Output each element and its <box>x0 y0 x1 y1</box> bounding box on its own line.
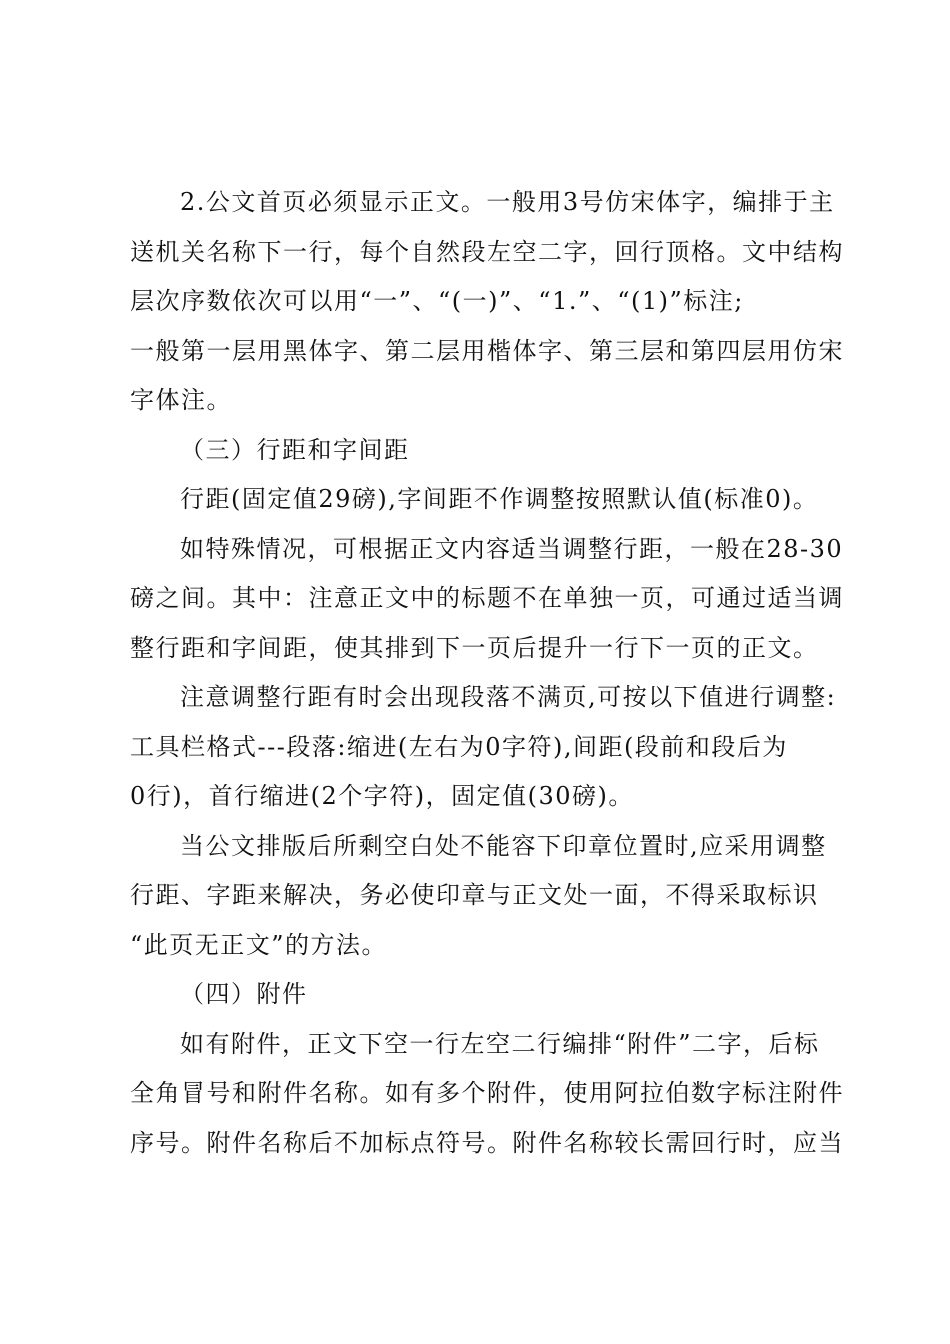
text-line: 字体注。 <box>130 386 232 414</box>
text-line: 工具栏格式---段落:缩进(左右为0字符),间距(段前和段后为 <box>130 732 788 761</box>
text-line: 行距、字距来解决，务必使印章与正文处一面，不得采取标识 <box>130 881 819 909</box>
paragraph-main-text <box>130 178 844 426</box>
section-heading-spacing <box>130 426 832 476</box>
paragraph-special-cases <box>130 525 844 674</box>
heading-line: （四）附件 <box>180 980 308 1008</box>
paragraph-adjust-settings <box>130 673 837 822</box>
text-line: 注意调整行距有时会出现段落不满页,可按以下值进行调整: <box>180 683 837 711</box>
document-body <box>130 178 844 1168</box>
text-line: 磅之间。其中：注意正文中的标题不在单独一页，可通过适当调 <box>130 584 844 612</box>
heading-line: （三）行距和字间距 <box>180 435 410 464</box>
text-line: 序号。附件名称后不加标点符号。附件名称较长需回行时，应当 <box>130 1128 844 1157</box>
text-line: 行距(固定值29磅),字间距不作调整按照默认值(标准0)。 <box>180 485 819 513</box>
text-line: 一般第一层用黑体字、第二层用楷体字、第三层和第四层用仿宋 <box>130 336 844 365</box>
text-line: 如有附件，正文下空一行左空二行编排“附件”二字，后标 <box>180 1029 820 1058</box>
text-line: “此页无正文”的方法。 <box>130 930 388 959</box>
text-line: 2.公文首页必须显示正文。一般用3号仿宋体字，编排于主 <box>180 188 835 216</box>
text-line: 整行距和字间距，使其排到下一页后提升一行下一页的正文。 <box>130 633 819 662</box>
paragraph-attachment <box>130 1020 844 1169</box>
text-line: 当公文排版后所剩空白处不能容下印章位置时,应采用调整 <box>180 831 827 860</box>
text-line: 全角冒号和附件名称。如有多个附件，使用阿拉伯数字标注附件 <box>130 1079 844 1107</box>
paragraph-seal <box>130 822 832 971</box>
text-line: 送机关名称下一行，每个自然段左空二字，回行顶格。文中结构 <box>130 237 844 266</box>
text-line: 层次序数依次可以用“一”、“(一)”、“1.”、“(1)”标注; <box>130 287 744 315</box>
text-line: 0行)，首行缩进(2个字符)，固定值(30磅)。 <box>130 782 634 810</box>
text-line: 如特殊情况，可根据正文内容适当调整行距，一般在28-30 <box>180 534 844 563</box>
section-heading-attachment <box>130 970 832 1020</box>
paragraph-spacing-default <box>130 475 832 525</box>
